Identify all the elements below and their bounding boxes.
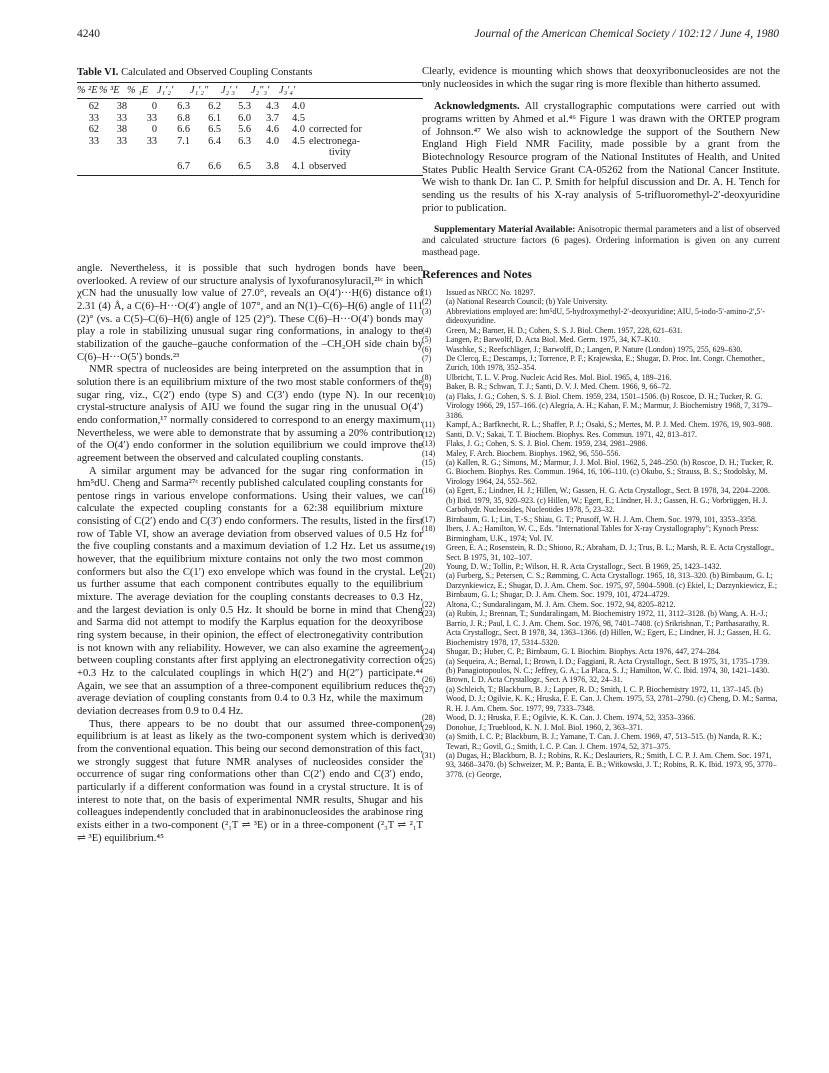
- reference-item: [422, 326, 780, 335]
- reference-text: Ibers, J. A.; Hamilton, W. C., Eds. "International Tables for X-ray Crystallography"; Kynoch Press: Birmingham, U.K., 1974; Vol. IV.: [446, 524, 759, 543]
- reference-item: [422, 297, 780, 306]
- reference-text: (a) Kallen, R. G.; Simons, M.; Marmur, J. J. Mol. Biol. 1962, 5, 248–250. (b) Roscoe, D. H.; Tucker, R. G. Biochem. Biophys. Res. Commun. 1964, 16, 106–110. (c) Okubo, S.; Strauss, B. S.; Stodolsky, M. Virology 1964, 24, 552–562.: [446, 457, 774, 486]
- table-note: corrected for: [309, 124, 362, 135]
- reference-item: [422, 543, 780, 562]
- table-cell: [127, 159, 157, 176]
- reference-number: (24): [422, 647, 436, 657]
- table-row-observed: [77, 159, 423, 176]
- table-cell: 33: [116, 135, 127, 147]
- table-cell: 7.1: [177, 135, 190, 147]
- reference-text: Flaks, J. G.; Cohen, S. S. J. Biol. Chem. 1959, 234, 2981–2986.: [446, 439, 648, 449]
- table-note: observed: [305, 159, 423, 176]
- table-cell: 33: [146, 135, 157, 147]
- reference-text: (a) Dugas, H.; Blackburn, B. J.; Robins, R. K.; Deslauriers, R.; Smith, I. C. P. J. Am. Chem. Soc. 1971, 93, 3468–3470. (b) Schweizer, M. P.; Banta, E. B.; Witkowski, J. T.; Robins, R. K. Ibid. 1973, 95, 3770–3778. (c) George,: [446, 751, 777, 779]
- reference-item: [422, 439, 780, 448]
- table-note: electronega-: [309, 135, 360, 147]
- reference-item: [422, 732, 780, 751]
- reference-text: Young, D. W.; Tollin, P.; Wilson, H. R. Acta Crystallogr., Sect. B 1969, 25, 1423–1432.: [446, 561, 722, 571]
- reference-item: [422, 430, 780, 439]
- reference-text: Abbreviations employed are: hm⁵dU, 5-hydroxymethyl-2′-deoxyuridine; AIU, 5-iodo-5′-amino-2′,5′-dideoxyuridine.: [446, 306, 765, 326]
- table-row: [77, 136, 423, 148]
- col-header: J₁′₂′: [157, 83, 190, 99]
- reference-number: (14): [422, 448, 436, 458]
- table-cell: 4.1: [279, 159, 305, 176]
- table-cell: 3.8: [251, 159, 279, 176]
- reference-number: (31): [422, 751, 436, 761]
- table-cell: 4.6: [266, 124, 279, 135]
- table-note: tivity: [329, 147, 351, 158]
- table-note: [305, 99, 423, 113]
- reference-number: (29): [422, 722, 436, 732]
- col-header: J₃′₄′: [279, 83, 305, 99]
- reference-number: (15): [422, 457, 436, 467]
- reference-item: [422, 657, 780, 676]
- table-cell: 4.5: [292, 135, 305, 147]
- reference-item: [422, 373, 780, 382]
- table-cell: 62: [88, 101, 99, 112]
- table-caption-text: Calculated and Observed Coupling Constants: [121, 67, 313, 78]
- table-cell: 3.7: [266, 112, 279, 124]
- reference-item: [422, 562, 780, 571]
- reference-item: [422, 335, 780, 344]
- table-cell: 62: [88, 124, 99, 135]
- reference-text: Ulbricht, T. L. V. Prog. Nucleic Acid Res. Mol. Biol. 1965, 4, 189–216.: [446, 372, 672, 382]
- reference-item: [422, 420, 780, 429]
- col-header: J₂″₃′: [251, 83, 279, 99]
- reference-item: [422, 609, 780, 647]
- table-cell: 33: [146, 112, 157, 124]
- col-header: J₂′₃′: [221, 83, 251, 99]
- body-paragraph: Thus, there appears to be no doubt that our assumed three-component equilibrium is at least as likely as the two-component system which is derived from the conventional equation. This being our second demonstration of this fact, we strongly suggest that future NMR analyses of nucleosides consider the occurrence of sugar ring conformations other than C(2′) endo and C(3′) endo, particularly if a different conformation was found in a crystal structure. It is of interest to note that, on the basis of experimental NMR results, Shugar and his colleagues independently concluded that in arabinonucleosides the arabinose ring exists either in a two-component (²₁T ⇌ ³E) or in a three-component (²₃T ⇌ ²₁T ⇌ ³E) equilibrium.⁴⁵: [77, 718, 423, 844]
- table-cell: 6.6: [177, 124, 190, 135]
- table-cell: 6.5: [221, 159, 251, 176]
- table-cell: 6.7: [157, 159, 190, 176]
- reference-number: (1): [422, 287, 432, 297]
- reference-item: [422, 713, 780, 722]
- reference-number: (17): [422, 514, 436, 524]
- reference-item: [422, 449, 780, 458]
- table-cell: 33: [88, 112, 99, 124]
- reference-item: [422, 524, 780, 543]
- reference-number: (2): [422, 297, 432, 307]
- reference-number: (9): [422, 382, 432, 392]
- acknowledgments-label: Acknowledgments.: [434, 101, 520, 113]
- reference-number: (13): [422, 439, 436, 449]
- reference-number: (3): [422, 306, 432, 316]
- reference-number: (21): [422, 571, 436, 581]
- table-cell: 5.3: [238, 101, 251, 112]
- reference-number: (30): [422, 732, 436, 742]
- table-cell: 4.0: [292, 101, 305, 112]
- reference-item: [422, 515, 780, 524]
- table-row: [77, 124, 423, 136]
- reference-number: (12): [422, 429, 436, 439]
- reference-number: (6): [422, 344, 432, 354]
- reference-number: (23): [422, 609, 436, 619]
- table-cell: 6.3: [238, 135, 251, 147]
- reference-number: (16): [422, 486, 436, 496]
- reference-number: (5): [422, 335, 432, 345]
- body-paragraph: Clearly, evidence is mounting which shows that deoxyribonucleosides are not the only nucleosides in which the sugar ring is more flexible than hitherto assumed.: [422, 66, 780, 90]
- reference-text: Birnbaum, G. I.; Lin, T.-S.; Shiau, G. T.; Prusoff, W. H. J. Am. Chem. Soc. 1979, 101, 3353–3358.: [446, 514, 757, 524]
- table-cell: 4.0: [266, 135, 279, 147]
- reference-item: [422, 486, 780, 514]
- table-caption-label: Table VI.: [77, 67, 119, 78]
- body-paragraph: A similar argument may be advanced for the sugar ring conformation in hm⁵dU. Cheng and Sarma²⁷ᶜ recently published calculated coupling constants for pentose rings in various envelope conformations. Using their values, we can calculate the expected coupling constants for a 62:38 equilibrium mixture consisting of C(2′) endo and C(3′) endo conformers. The results, listed in the first row of Table VI, show an average deviation from observed values of 0.5 Hz for the five coupling constants and a maximum deviation of 1.2 Hz. Let us assume, however, that the equilibrium mixture contains not only the two most common conformers but also the C(1′) exo envelope which was found in the crystal. Let us further assume that each component contributes equally to the equilibrium mixture. The average deviation for the coupling constants decreases to 0.3 Hz, and the largest deviation is only 0.5 Hz. It should be borne in mind that Cheng and Sarma did not attempt to modify the Karplus equation for the deoxyribose ring system because, in their opinion, the effect of electronegativity contribution is not known with any reliability. However, we can also examine the agreement between coupling constants after first applying an electronegativity correction of +0.3 Hz to the calculated couplings in which H(2′) and H(2″) participate.⁴⁴ Again, we see that an assumption of a three-component equilibrium reduces the average deviation of coupling constants from 0.4 to 0.3 Hz, while the maximum deviation decreases from 0.9 to 0.4 Hz.: [77, 465, 423, 717]
- body-paragraph: angle. Nevertheless, it is possible that such hydrogen bonds have been overlooked. A review of our structure analysis of lyxofuranosyluracil,²¹ᶜ in which χCN had the unusually low value of 27.0°, reveals an O(4′)···H(6) distance of 2.31 (4) Å, a C(6)–H···O(4′) angle of 107°, and an N(1)–C(6)–H(6) angle of 111 (2)° (vs. a C(5)–C(6)–H(6) angle of 125 (2)°). These C(6)–H···O(4′) bonds may play a role in stabilizing unusual sugar ring conformations, in analogy to the stabilization of the gauche–gauche conformation of the –CH₂OH side chain by C(6)–H···O(5′) bonds.²³: [77, 263, 423, 363]
- reference-number: (28): [422, 713, 436, 723]
- table-caption: [77, 66, 423, 79]
- col-header: % ₁E: [127, 83, 157, 99]
- reference-text: Baker, B. R.; Schwan, T. J.; Santi, D. V. J. Med. Chem. 1966, 9, 66–72.: [446, 382, 672, 392]
- reference-number: (10): [422, 391, 436, 401]
- reference-item: [422, 685, 780, 713]
- table-cell: 6.2: [208, 101, 221, 112]
- reference-number: (11): [422, 420, 435, 430]
- reference-text: Kampf, A.; Barfknecht, R. L.; Shaffer, P. J.; Osaki, S.; Mertes, M. P. J. Med. Chem. 1976, 19, 903–908.: [446, 420, 773, 430]
- reference-number: (22): [422, 599, 436, 609]
- reference-text: (a) Rubin, J.; Brennan, T.; Sundaralingam, M. Biochemistry 1972, 11, 3112–3128. (b) Wang, A. H.-J.; Barrio, J. R.; Paul, I. C. J. Am. Chem. Soc. 1976, 98, 7401–7408. (c) Srikrishnan, T.; Parthasarathy, R. Acta Crystallogr., Sect. B 1978, 34, 1363–1366. (d) Hillen, W.; Egert, E.; Lindner, H. J.; Gassen, H. G. Biochemistry 1978, 17, 5314–5320.: [446, 609, 771, 647]
- reference-number: (25): [422, 656, 436, 666]
- reference-item: [422, 354, 780, 373]
- table-cell: 4.5: [292, 112, 305, 124]
- table-cell: 6.5: [208, 124, 221, 135]
- reference-item: [422, 458, 780, 486]
- table-cell: 6.6: [190, 159, 221, 176]
- reference-item: [422, 571, 780, 599]
- reference-number: (7): [422, 354, 432, 363]
- reference-text: Altona, C.; Sundaralingam, M. J. Am. Chem. Soc. 1972, 94, 8205–8212.: [446, 599, 676, 609]
- table-header-row: [77, 83, 423, 99]
- reference-text: Shugar, D.; Huber, C. P.; Birnbaum, G. I. Biochim. Biophys. Acta 1976, 447, 274–284.: [446, 647, 721, 657]
- reference-item: [422, 307, 780, 326]
- table-cell: [77, 159, 99, 176]
- reference-item: [422, 675, 780, 684]
- col-header: % ³E: [99, 83, 127, 99]
- reference-item: [422, 345, 780, 354]
- supplementary-text: Anisotropic thermal parameters and a list of observed and calculated structure factors (6 pages). Ordering information is given on any current masthead page.: [422, 225, 780, 258]
- table-cell: 33: [116, 112, 127, 124]
- right-column: [422, 66, 780, 779]
- reference-text: (a) Smith, I. C. P.; Blackburn, B. J.; Yamane, T. Can. J. Chem. 1969, 47, 513–515. (b) Nanda, R. K.; Tewari, R.; Govil, G.; Smith, I. C. P. Can. J. Chem. 1974, 52, 371–375.: [446, 732, 762, 751]
- table-cell: 38: [116, 124, 127, 135]
- coupling-constants-table: [77, 82, 423, 176]
- references-heading: References and Notes: [422, 266, 532, 281]
- table-cell: 0: [151, 124, 157, 135]
- supplementary-material: [422, 225, 780, 259]
- col-header: % ²E: [77, 83, 99, 99]
- reference-number: (26): [422, 675, 436, 685]
- reference-text: (a) Egert, E.; Lindner, H. J.; Hillen, W.; Gassen, H. G. Acta Crystallogr., Sect. B 1978, 34, 2204–2208. (b) Ibid. 1979, 35, 920–923. (c) Hillen, W.; Egert, E.; Lindner, H. J.; Gassen, H. G.; Vorbrüggen, H. J. Carbohydr. Nucleosides, Nucleotides 1978, 5, 23–32.: [446, 486, 770, 515]
- acknowledgments: [422, 101, 780, 215]
- table-cell: 33: [88, 135, 99, 147]
- left-body-text: [77, 263, 423, 845]
- reference-number: (19): [422, 543, 436, 553]
- reference-number: (8): [422, 372, 432, 382]
- reference-text: Langen, P.; Barwolff, D. Acta Biol. Med. Germ. 1975, 34, K7–K10.: [446, 335, 661, 345]
- table-cell: 6.3: [177, 101, 190, 112]
- reference-text: Green, M.; Barner, H. D.; Cohen, S. S. J. Biol. Chem. 1957, 228, 621–631.: [446, 325, 683, 335]
- reference-item: [422, 288, 780, 297]
- reference-item: [422, 600, 780, 609]
- table-row: [77, 147, 423, 159]
- table-cell: 6.8: [177, 112, 190, 124]
- reference-number: (20): [422, 561, 436, 571]
- reference-text: Issued as NRCC No. 18297.: [446, 287, 536, 297]
- reference-item: [422, 751, 780, 779]
- table-cell: 6.0: [238, 112, 251, 124]
- table-cell: 0: [151, 101, 157, 112]
- reference-list: [422, 288, 780, 780]
- reference-text: Santi, D. V.; Sakai, T. T. Biochem. Biophys. Res. Commun. 1971, 42, 813–817.: [446, 429, 697, 439]
- reference-text: (a) Flaks, J. G.; Cohen, S. S. J. Biol. Chem. 1959, 234, 1501–1506. (b) Roscoe, D. H.; Tucker, R. G. Virology 1966, 29, 157–166. (c) Alegria, A. H.; Kahan, F. M.; Marmur, J. Biochemistry 1968, 7, 3179–3186.: [446, 391, 772, 420]
- body-paragraph: NMR spectra of nucleosides are being interpreted on the assumption that in solution there is an equilibrium mixture of the two most stable conformers of the sugar ring, viz., C(2′) endo (type S) and C(3′) endo (type N). In our recent crystal-structure analysis of AIU we found the sugar ring in the unusual O(4′) endo conformation,¹⁷ normally considered to correspond to an energy maximum. Nevertheless, we were able to demonstrate that by assuming a 20% contribution of the O(4′) endo conformer in the solution equilibrium we could improve the agreement between the observed and calculated coupling constants.: [77, 364, 423, 464]
- reference-text: Maley, F. Arch. Biochem. Biophys. 1962, 96, 550–556.: [446, 448, 621, 458]
- reference-text: Waschke, S.; Reefschläger, J.; Barwolff, D.; Langen, P. Nature (London) 1975, 255, 629–630.: [446, 344, 743, 354]
- table-cell: 6.4: [208, 135, 221, 147]
- supplementary-label: Supplementary Material Available:: [434, 225, 576, 236]
- reference-item: [422, 723, 780, 732]
- reference-text: Donohue, J.; Trueblood, K. N. J. Mol. Biol. 1960, 2, 363–371.: [446, 722, 643, 732]
- reference-text: De Clercq, E.; Descamps, J.; Torrence, P. F.; Krajewska, E.; Shugar, D. Proc. Int. Congr. Chemother., Zurich, 10th 1978, 352–354.: [446, 354, 765, 373]
- table-cell: 4.3: [266, 101, 279, 112]
- reference-text: Brown, I. D. Acta Crystallogr., Sect. A 1976, 32, 24–31.: [446, 675, 623, 685]
- reference-item: [422, 647, 780, 656]
- reference-text: (a) Sequeira, A.; Bernal, I.; Brown, I. D.; Faggiani, R. Acta Crystallogr., Sect. B 1975, 31, 1735–1739. (b) Panagiotopoulos, N. C.; Jeffrey, G. A.; La Placa, S. J.; Hamilton, W. C. Ibid. 1974, 30, 1421–1430.: [446, 656, 770, 675]
- reference-item: [422, 382, 780, 391]
- table-row: [77, 99, 423, 113]
- reference-number: (18): [422, 524, 436, 534]
- running-header: Journal of the American Chemical Society / 102:12 / June 4, 1980: [474, 28, 779, 40]
- acknowledgments-text: All crystallographic computations were carried out with programs written by Ahmed et al.⁴⁶ Figure 1 was drawn with the ORTEP program of Johnson.⁴⁷ We also wish to acknowledge the support of the Southern New England High Field NMR Facility, made possible by a grant from the Biotechnology Resource program of the National Institutes of Health, and United States Public Health Service Grant CA-05262 from the National Cancer Institute. We wish to thank Dr. Ian C. P. Smith for helpful discussion and Dr. A. H. Tench for sending us the results of his X-ray analysis of 5-trifluoromethyl-2′-deoxyuridine prior to publication.: [422, 101, 780, 214]
- page-number: 4240: [77, 28, 100, 40]
- table-row: [77, 113, 423, 125]
- reference-number: (4): [422, 325, 432, 335]
- reference-text: (a) Schleich, T.; Blackburn, B. J.; Lapper, R. D.; Smith, I. C. P. Biochemistry 1972, 11, 137–145. (b) Wood, D. J.; Ogilvie, K. K.; Hruska, F. E. Can. J. Chem. 1975, 53, 2781–2790. (c) Cheng, D. M.; Sarma, R. H. J. Am. Chem. Soc. 1977, 99, 7333–7348.: [446, 684, 778, 713]
- left-column: [77, 66, 423, 176]
- reference-text: (a) National Research Council; (b) Yale University.: [446, 297, 608, 307]
- reference-text: (a) Furberg, S.; Petersen, C. S.; Rømming, C. Acta Crystallogr. 1965, 18, 313–320. (b) Birnbaum, G. I.; Darzynkiewicz, E.; Shugar, D. J. Am. Chem. Soc. 1975, 97, 5904–5908. (c) Ekiel, I.; Darzynkiewicz, E.; Birnbaum, G. I.; Shugar, D. J. Am. Chem. Soc. 1979, 101, 4724–4729.: [446, 571, 778, 600]
- reference-text: Wood, D. J.; Hruska, F. E.; Ogilvie, K. K. Can. J. Chem. 1974, 52, 3353–3366.: [446, 713, 696, 723]
- table-cell: [99, 159, 127, 176]
- reference-text: Green, E. A.; Rosenstein, R. D.; Shiono, R.; Abraham, D. J.; Trus, B. L.; Marsh, R. E. Acta Crystallogr., Sect. B 1975, 31, 102–107.: [446, 543, 775, 562]
- table-cell: 5.6: [238, 124, 251, 135]
- reference-item: [422, 392, 780, 420]
- reference-number: (27): [422, 684, 436, 694]
- table-note: [305, 113, 423, 125]
- table-cell: 38: [116, 101, 127, 112]
- table-cell: 6.1: [208, 112, 221, 124]
- col-header: J₁′₂″: [190, 83, 221, 99]
- table-cell: 4.0: [292, 124, 305, 135]
